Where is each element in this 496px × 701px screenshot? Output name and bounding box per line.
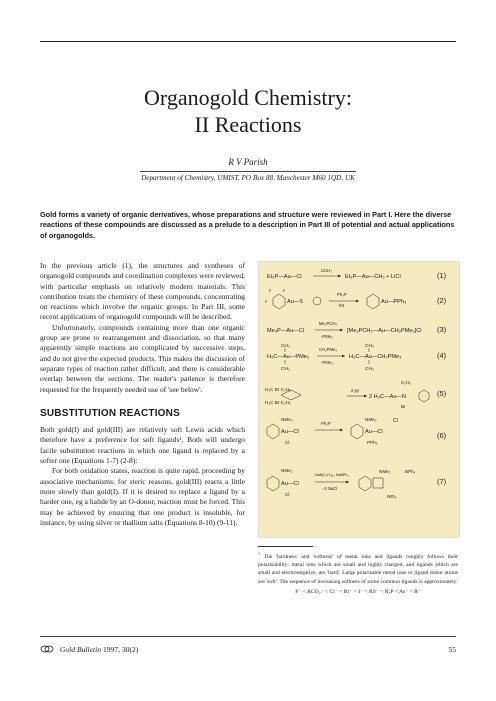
eq3-product: [Me₃PCH₂—Au—CH₂PMe₃]Cl xyxy=(347,328,422,334)
svg-text:F: F xyxy=(269,288,272,293)
eq3-reactant: Me₃P—Au—Cl xyxy=(267,328,305,334)
equation-3 xyxy=(267,321,447,339)
title-line-1: Organogold Chemistry: xyxy=(144,85,352,110)
eq4-bottom-group: CH₃ xyxy=(281,367,290,372)
equation-6 xyxy=(267,417,447,445)
body-paragraph-1: In the previous article (1), the structures and syntheses of organogold compounds and coordination complexes were reviewed, with particular emphasis on relatively modern materials. This contribution treats the chemistry of these compounds, concentrating on reactions which involve the organic groups. In Part III, some recent applications of organogold compounds will be described. xyxy=(40,261,245,322)
abstract: Gold forms a variety of organic derivatives, whose preparations and structure were reviewed in Part I. Here the diverse reactions of these compounds are discussed as a prelude to a description in Part III of potential and actual applications of organogolds. xyxy=(40,210,455,240)
eq7-reagent-top: NaB(C₆H₅)₄, NaBPh₄ xyxy=(315,473,349,477)
eq5-product-top: C₂H₅ xyxy=(401,380,412,385)
article-title xyxy=(0,84,496,138)
eq3-number: (3) xyxy=(437,325,447,334)
svg-text:CH₃: CH₃ xyxy=(365,344,374,349)
title-line-2: II Reactions xyxy=(194,112,302,137)
eq6-product-ring xyxy=(351,424,363,439)
footnote-text: The 'hardness' and 'softness' of metal ions and ligands roughly follows their polarisability: metal ions which are small and highly charged, and ligands which are small and electronegative, are 'hard'. Large polarisable metal ions or ligand donor atoms are 'soft'. The sequence of increasing softness of some common ligands is approximately: xyxy=(258,553,458,585)
eq2-reactant: Au—S xyxy=(287,299,304,305)
eq1-reagent: LiCH₃ xyxy=(321,268,333,273)
eq5-product-bottom: Br xyxy=(401,404,406,409)
eq5-product: 2 H₃C—Au—N xyxy=(369,394,407,400)
header-rule xyxy=(40,41,456,42)
softness-series: F⁻ < RCO₂⁻ < Cl⁻ < Br⁻ < I⁻ < RS⁻ < R₃P < As⁻ < R⁻ xyxy=(295,589,421,596)
equation-4 xyxy=(267,343,447,372)
eq7-product-bottom: NEt₂ xyxy=(387,494,397,499)
eq6-product-atom: Au—Cl xyxy=(365,429,383,435)
eq7-product-ring xyxy=(359,476,371,491)
eq4-product: H₃C—Au—CH₂PMe₃ xyxy=(349,354,402,360)
eq6-reactant-label: NMe₂ xyxy=(281,417,293,422)
eq7-product-counter: BPh₄ xyxy=(405,469,416,474)
footnote-marker: 1 xyxy=(258,551,260,556)
eq5-reagent: 2 py xyxy=(351,388,359,393)
eq4-top-group: CH₃ xyxy=(281,344,290,349)
eq7-reactant-ring xyxy=(267,476,279,491)
journal-issue: 1997, 30(2) xyxy=(102,645,139,654)
equation-2 xyxy=(265,288,447,309)
eq4-reagent-top: CH₂PMe₃ xyxy=(319,347,337,352)
eq7-reagent-bottom: -2 NaCl xyxy=(323,486,338,491)
eq7-reactant-label: NMe₂ xyxy=(281,468,293,473)
body-paragraph-4: For both oxidation states, reaction is quite rapid, proceeding by associative mechanisms; for steric reasons, gold(III) reacts a little more slowly than gold(I). If it is desired to replace a ligand by a harder one, eg a halide by an O-donor, reaction must be forced. This may be achieved by ensuring that one product is insoluble, for instance, by using silver or thallium salts (Equations 8-10) (9-11). xyxy=(40,466,245,527)
eq6-reactant-ring xyxy=(267,424,279,439)
author-rule xyxy=(140,171,356,172)
eq2-number: (2) xyxy=(437,296,447,305)
journal-name: Gold Bulletin xyxy=(59,645,102,654)
eq3-reagent-bottom: -PMe₃ xyxy=(321,334,333,339)
eq2-ring-1 xyxy=(273,294,285,309)
reaction-scheme xyxy=(258,261,460,538)
equation-1 xyxy=(267,268,447,280)
eq4-reactant: H₃C—Au—PMe₃ xyxy=(267,354,310,360)
svg-text:F: F xyxy=(265,299,268,304)
eq2-ring-2 xyxy=(367,294,379,309)
svg-text:CH₃: CH₃ xyxy=(365,367,374,372)
eq5-reactant-bottom: H₃C Br C₂H₅ xyxy=(265,400,291,405)
eq6-number: (6) xyxy=(437,431,447,440)
equation-7 xyxy=(267,468,447,499)
section-heading: SUBSTITUTION REACTIONS xyxy=(40,407,180,419)
eq3-reagent-top: Me₃PCH₂ xyxy=(319,321,337,326)
author-affiliation: Department of Chemistry, UMIST, PO Box 88, Manchester M60 1QD, UK xyxy=(141,174,355,182)
equation-5 xyxy=(265,380,447,409)
footnote-rule xyxy=(258,546,313,547)
eq4-number: (4) xyxy=(437,351,447,360)
eq7-reactant-bottom: Cl xyxy=(285,492,290,497)
eq2-product: Au—PPh₃ xyxy=(381,299,407,305)
eq6-product-bottom: PPh₃ xyxy=(367,440,378,445)
eq4-reagent-bottom: -PMe₃ xyxy=(321,360,333,365)
footnote xyxy=(258,550,458,596)
eq6-product-label: NMe₂ xyxy=(365,417,377,422)
left-column xyxy=(40,261,245,528)
journal-logo-icon xyxy=(40,645,54,653)
body-paragraph-2: Unfortunately, compounds containing more than one organic group are prone to rearrangement and dissociation, so that many apparently simple reactions are complicated by successive steps, and do not give the expected products. This makes the discussion of separate types of reaction rather difficult, and there is considerable overlap between the sections. The reader's patience is therefore requested for the frequently needed use of 'see below'. xyxy=(40,322,245,394)
page-footer xyxy=(40,645,456,654)
eq6-reagent: Ph₃P xyxy=(321,421,331,426)
eq2-reagent-top: Ph₃P xyxy=(337,292,347,297)
eq1-product: Et₃P—Au—CH₃ + LiCl xyxy=(345,274,401,280)
eq5-number: (5) xyxy=(437,389,447,398)
eq2-reagent-bottom: -tht xyxy=(338,303,345,308)
eq7-product-label: NMe₂ xyxy=(379,469,391,474)
eq7-reactant-atom: Au—Cl xyxy=(281,481,299,487)
eq1-reactant: Et₃P—Au—Cl xyxy=(267,274,302,280)
eq5-reactant-top: H₃C Br C₂H₅ xyxy=(265,387,291,392)
eq6-reactant-bottom: Cl xyxy=(285,440,290,445)
body-paragraph-3: Both gold(I) and gold(III) are relatively soft Lewis acids which therefore have a preference for soft ligands¹. Both will undergo facile substitution reactions in which one ligand is replaced by a softer one (Equations 1-7) (2-8): xyxy=(40,425,245,466)
footer-rule xyxy=(40,636,456,637)
eq6-reactant-atom: Au—Cl xyxy=(281,429,299,435)
page-number: 55 xyxy=(448,645,456,654)
svg-text:F: F xyxy=(283,288,286,293)
author-name: R V Parish xyxy=(228,157,268,167)
eq1-number: (1) xyxy=(437,271,447,280)
eq6-product-counter: Cl xyxy=(393,418,398,424)
eq7-number: (7) xyxy=(437,477,447,486)
